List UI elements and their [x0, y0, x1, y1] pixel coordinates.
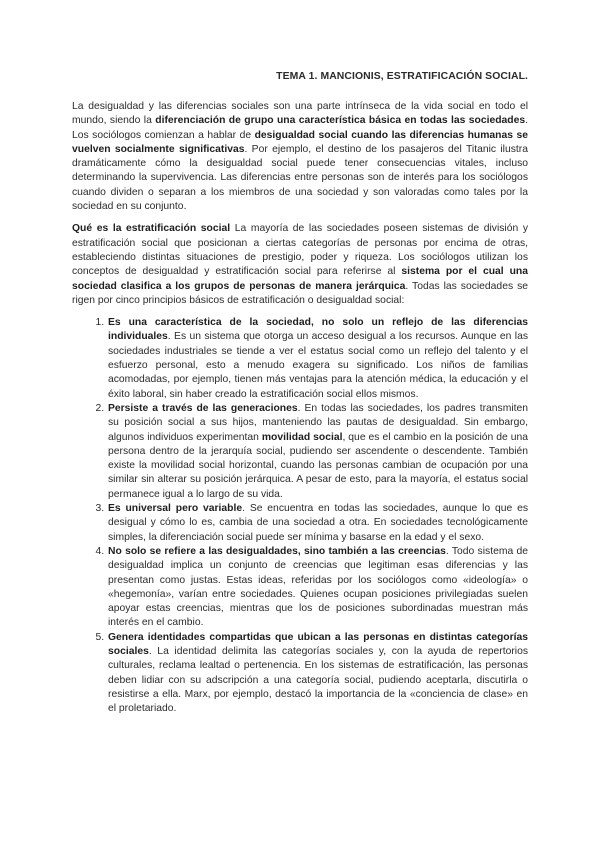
intro-bold-2: desigualdad social cuando las diferencias humanas se vuelven socialmente significativas — [72, 129, 528, 155]
intro-text-3: . Por ejemplo, el destino de los pasajeros del Titanic ilustra dramáticamente cómo la desigualdad social puede tener consecuencias vitales, incluso determinando la supervivencia. Las diferencias entre personas son de interés para los sociólogos cuando dividen o separan a los miembros de una sociedad y son valoradas como tales por la sociedad en su conjunto. — [72, 143, 528, 213]
principle-heading: Genera identidades compartidas que ubican a las personas en distintas categorías sociales — [108, 631, 528, 657]
document-body — [72, 100, 528, 716]
definition-bold: sistema por el cual una sociedad clasifica a los grupos de personas de manera jerárquica — [72, 266, 528, 292]
document-title: TEMA 1. MANCIONIS, ESTRATIFICACIÓN SOCIAL. — [276, 71, 528, 82]
principle-item-2 — [107, 402, 528, 502]
principle-heading: Persiste a través de las generaciones — [108, 402, 298, 414]
principle-item-3 — [107, 502, 528, 545]
principles-list — [72, 316, 528, 716]
principle-heading: No solo se refiere a las desigualdades, sino también a las creencias — [108, 545, 446, 557]
principle-text: . La identidad delimita las categorías sociales y, con la ayuda de repertorios culturales, reclama lealtad o pertenencia. En los sistemas de estratificación, las personas deben lidiar con su adscripción a una categoría social, pudiendo aceptarla, discutirla o resistirse a ella. Marx, por ejemplo, destacó la importancia de la «conciencia de clase» en el proletariado. — [108, 645, 528, 715]
principle-text: . Todo sistema de desigualdad implica un conjunto de creencias que legitiman esas diferencias y las presentan como justas. Estas ideas, referidas por los sociólogos como «ideología» o «hegemonía», varían entre sociedades. Quienes ocupan posiciones privilegiadas suelen apoyar estas creencias, mientras que los de posiciones subordinadas muestran más interés en el cambio. — [108, 545, 528, 629]
principle-text: , que es el cambio en la posición de una persona dentro de la jerarquía social, pudiendo ser ascendente o descendente. También existe la movilidad social horizontal, cuando las personas cambian de ocupación por una similar sin alterar su posición jerárquica. A pesar de esto, para la mayoría, el estatus social permanece igual a lo largo de su vida. — [108, 431, 529, 500]
definition-text-1: La mayoría de las sociedades poseen sistemas de división y estratificación social que posicionan a ciertas categorías de personas por encima de otras, estableciendo distintas situaciones de prestigio, poder y riqueza. Los sociólogos utilizan los conceptos de desigualdad y estratificación social para referirse al — [72, 223, 528, 278]
intro-text-1: La desigualdad y las diferencias sociales son una parte intrínseca de la vida social en todo el mundo, siendo la — [72, 101, 528, 127]
intro-text-2: . Los sociólogos comienzan a hablar de — [72, 115, 529, 141]
intro-paragraph — [72, 100, 528, 214]
principle-heading: Es una característica de la sociedad, no solo un reflejo de las diferencias individuales — [108, 317, 528, 343]
principle-text: . Se encuentra en todas las sociedades, aunque lo que es desigual y cómo lo es, cambia de una sociedad a otra. En sociedades tecnológicamente simples, la diferenciación social puede ser mínima y basarse en la edad y el sexo. — [108, 503, 528, 543]
definition-paragraph — [72, 222, 528, 308]
principle-item-4 — [107, 545, 528, 631]
principle-text: . Es un sistema que otorga un acceso desigual a los recursos. Aunque en las sociedades industriales se tiende a ver el estatus social como un reflejo del talento y el esfuerzo personal, esto a menudo exagera su significado. Los niños de familias acomodadas, por ejemplo, tienen más ventajas para la atención médica, la educación y el éxito laboral, sin haber creado la estratificación social ellos mismos. — [108, 331, 528, 400]
principle-bold-term: movilidad social — [261, 431, 343, 443]
intro-bold-1: diferenciación de grupo una característica básica en todas las sociedades — [155, 115, 526, 127]
definition-text-2: . Todas las sociedades se rigen por cinco principios básicos de estratificación o desigualdad social: — [72, 280, 528, 306]
principle-item-5 — [107, 631, 528, 717]
principle-item-1 — [107, 316, 528, 402]
definition-heading: Qué es la estratificación social — [72, 223, 231, 235]
principle-text: . En todas las sociedades, los padres transmiten su posición social a sus hijos, manteniendo las pautas de desigualdad. Sin embargo, algunos individuos experimentan — [108, 402, 529, 443]
principle-heading: Es universal pero variable — [108, 503, 243, 515]
